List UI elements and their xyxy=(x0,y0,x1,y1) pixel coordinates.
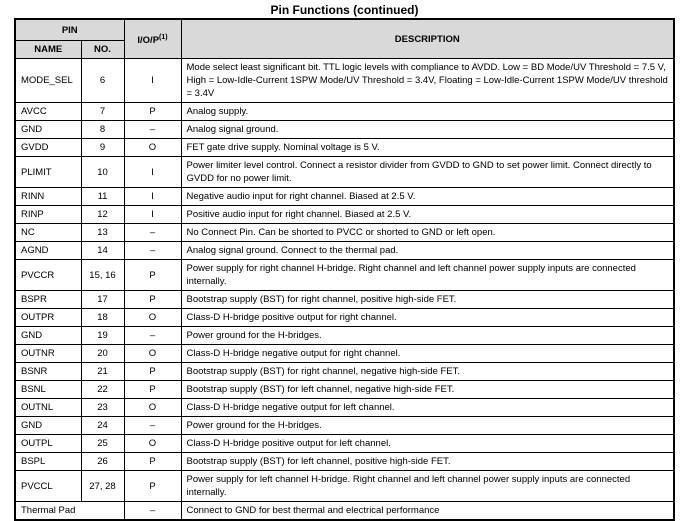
pin-description-cell: Mode select least significant bit. TTL logic levels with compliance to AVDD. Low = BD Mode/UV Threshold = 7.5 V, High = Low-Idle-Current 1SPW Mode/UV Threshold = 3.4V, Floating = Low-Idle-Current 1SPW Mode/UV threshold = 3.4V xyxy=(181,59,674,103)
pin-iop-cell: P xyxy=(124,453,181,471)
table-row xyxy=(15,224,674,242)
pin-name-cell: OUTNL xyxy=(15,399,81,417)
pin-name-cell: RINP xyxy=(15,206,81,224)
pin-no-cell: 17 xyxy=(81,291,124,309)
table-row xyxy=(15,417,674,435)
table-row xyxy=(15,157,674,188)
pin-no-cell: 18 xyxy=(81,309,124,327)
pin-no-cell: 19 xyxy=(81,327,124,345)
header-description: DESCRIPTION xyxy=(181,19,674,59)
pin-name-cell: AVCC xyxy=(15,103,81,121)
header-iop xyxy=(124,19,181,59)
table-row xyxy=(15,471,674,502)
header-pin-group: PIN xyxy=(15,19,124,41)
pin-description-cell: Power ground for the H-bridges. xyxy=(181,417,674,435)
pin-name-cell: BSNR xyxy=(15,363,81,381)
pin-name-cell: BSPL xyxy=(15,453,81,471)
table-row xyxy=(15,242,674,260)
pin-iop-cell: – xyxy=(124,121,181,139)
pin-name-cell: PVCCL xyxy=(15,471,81,502)
pin-name-cell: AGND xyxy=(15,242,81,260)
pin-iop-cell: – xyxy=(124,242,181,260)
header-iop-footnote-ref: (1) xyxy=(159,33,168,41)
pin-no-cell: 27, 28 xyxy=(81,471,124,502)
pin-no-cell: 23 xyxy=(81,399,124,417)
pin-name-cell: PVCCR xyxy=(15,260,81,291)
pin-description-cell: Power supply for right channel H-bridge. Right channel and left channel power supply inputs are connected internally. xyxy=(181,260,674,291)
pin-name-cell: MODE_SEL xyxy=(15,59,81,103)
pin-description-cell: Bootstrap supply (BST) for right channel, negative high-side FET. xyxy=(181,363,674,381)
pin-description-cell: No Connect Pin. Can be shorted to PVCC or shorted to GND or left open. xyxy=(181,224,674,242)
table-row xyxy=(15,345,674,363)
pin-description-cell: Power ground for the H-bridges. xyxy=(181,327,674,345)
pin-functions-table xyxy=(14,18,675,521)
pin-no-cell: 6 xyxy=(81,59,124,103)
pin-iop-cell: P xyxy=(124,260,181,291)
header-no: NO. xyxy=(81,41,124,59)
table-row xyxy=(15,399,674,417)
pin-name-cell: GND xyxy=(15,121,81,139)
pin-no-cell: 21 xyxy=(81,363,124,381)
pin-iop-cell: – xyxy=(124,224,181,242)
pin-description-cell: FET gate drive supply. Nominal voltage is 5 V. xyxy=(181,139,674,157)
table-row xyxy=(15,327,674,345)
pin-no-cell: 20 xyxy=(81,345,124,363)
pin-iop-cell: O xyxy=(124,399,181,417)
pin-description-cell: Class-D H-bridge negative output for right channel. xyxy=(181,345,674,363)
table-header xyxy=(15,19,674,59)
pin-name-cell: RINN xyxy=(15,188,81,206)
header-row-1 xyxy=(15,19,674,41)
table-row xyxy=(15,103,674,121)
pin-description-cell: Class-D H-bridge negative output for left channel. xyxy=(181,399,674,417)
pin-iop-cell: P xyxy=(124,363,181,381)
pin-description-cell: Class-D H-bridge positive output for right channel. xyxy=(181,309,674,327)
pin-name-cell: GND xyxy=(15,327,81,345)
table-row xyxy=(15,363,674,381)
table-row xyxy=(15,291,674,309)
pin-iop-cell: I xyxy=(124,157,181,188)
pin-no-cell: 8 xyxy=(81,121,124,139)
pin-no-cell: 14 xyxy=(81,242,124,260)
pin-description-cell: Power supply for left channel H-bridge. Right channel and left channel power supply inputs are connected internally. xyxy=(181,471,674,502)
pin-iop-cell: O xyxy=(124,139,181,157)
pin-no-cell: 15, 16 xyxy=(81,260,124,291)
pin-no-cell: 7 xyxy=(81,103,124,121)
pin-name-cell: PLIMIT xyxy=(15,157,81,188)
pin-name-cell: GVDD xyxy=(15,139,81,157)
pin-no-cell: 11 xyxy=(81,188,124,206)
pin-iop-cell: P xyxy=(124,103,181,121)
pin-iop-cell: O xyxy=(124,345,181,363)
table-row xyxy=(15,260,674,291)
pin-no-cell: 22 xyxy=(81,381,124,399)
pin-no-cell: 25 xyxy=(81,435,124,453)
table-row xyxy=(15,453,674,471)
table-row xyxy=(15,502,674,521)
pin-name-cell: OUTNR xyxy=(15,345,81,363)
pin-description-cell: Negative audio input for right channel. Biased at 2.5 V. xyxy=(181,188,674,206)
table-row xyxy=(15,121,674,139)
pin-description-cell: Bootstrap supply (BST) for left channel, positive high-side FET. xyxy=(181,453,674,471)
pin-iop-cell: I xyxy=(124,59,181,103)
table-row xyxy=(15,206,674,224)
pin-iop-cell: – xyxy=(124,502,181,521)
pin-description-cell: Analog signal ground. xyxy=(181,121,674,139)
pin-description-cell: Power limiter level control. Connect a resistor divider from GVDD to GND to set power limit. Connect directly to GVDD for no power limit. xyxy=(181,157,674,188)
pin-table-body xyxy=(15,59,674,521)
pin-description-cell: Connect to GND for best thermal and electrical performance xyxy=(181,502,674,521)
pin-description-cell: Analog supply. xyxy=(181,103,674,121)
page-title: Pin Functions (continued) xyxy=(270,3,419,17)
pin-no-cell: 13 xyxy=(81,224,124,242)
pin-description-cell: Bootstrap supply (BST) for left channel, negative high-side FET. xyxy=(181,381,674,399)
pin-no-cell: 10 xyxy=(81,157,124,188)
table-row xyxy=(15,59,674,103)
pin-description-cell: Class-D H-bridge positive output for left channel. xyxy=(181,435,674,453)
pin-iop-cell: – xyxy=(124,417,181,435)
pin-iop-cell: P xyxy=(124,381,181,399)
pin-iop-cell: O xyxy=(124,309,181,327)
pin-name-cell: BSNL xyxy=(15,381,81,399)
table-row xyxy=(15,309,674,327)
pin-no-cell: 26 xyxy=(81,453,124,471)
header-name: NAME xyxy=(15,41,81,59)
pin-iop-cell: P xyxy=(124,291,181,309)
pin-name-cell: OUTPR xyxy=(15,309,81,327)
header-iop-label: I/O/P xyxy=(137,35,160,47)
pin-description-cell: Bootstrap supply (BST) for right channel, positive high-side FET. xyxy=(181,291,674,309)
pin-description-cell: Positive audio input for right channel. Biased at 2.5 V. xyxy=(181,206,674,224)
table-row xyxy=(15,139,674,157)
pin-iop-cell: – xyxy=(124,327,181,345)
pin-name-cell: GND xyxy=(15,417,81,435)
pin-name-cell: OUTPL xyxy=(15,435,81,453)
table-row xyxy=(15,188,674,206)
pin-iop-cell: I xyxy=(124,188,181,206)
pin-name-cell: NC xyxy=(15,224,81,242)
pin-no-cell: 24 xyxy=(81,417,124,435)
pin-iop-cell: I xyxy=(124,206,181,224)
pin-iop-cell: O xyxy=(124,435,181,453)
pin-iop-cell: P xyxy=(124,471,181,502)
table-row xyxy=(15,435,674,453)
pin-name-cell: Thermal Pad xyxy=(15,502,124,521)
pin-name-cell: BSPR xyxy=(15,291,81,309)
pin-no-cell: 12 xyxy=(81,206,124,224)
pin-description-cell: Analog signal ground. Connect to the thermal pad. xyxy=(181,242,674,260)
table-row xyxy=(15,381,674,399)
pin-no-cell: 9 xyxy=(81,139,124,157)
